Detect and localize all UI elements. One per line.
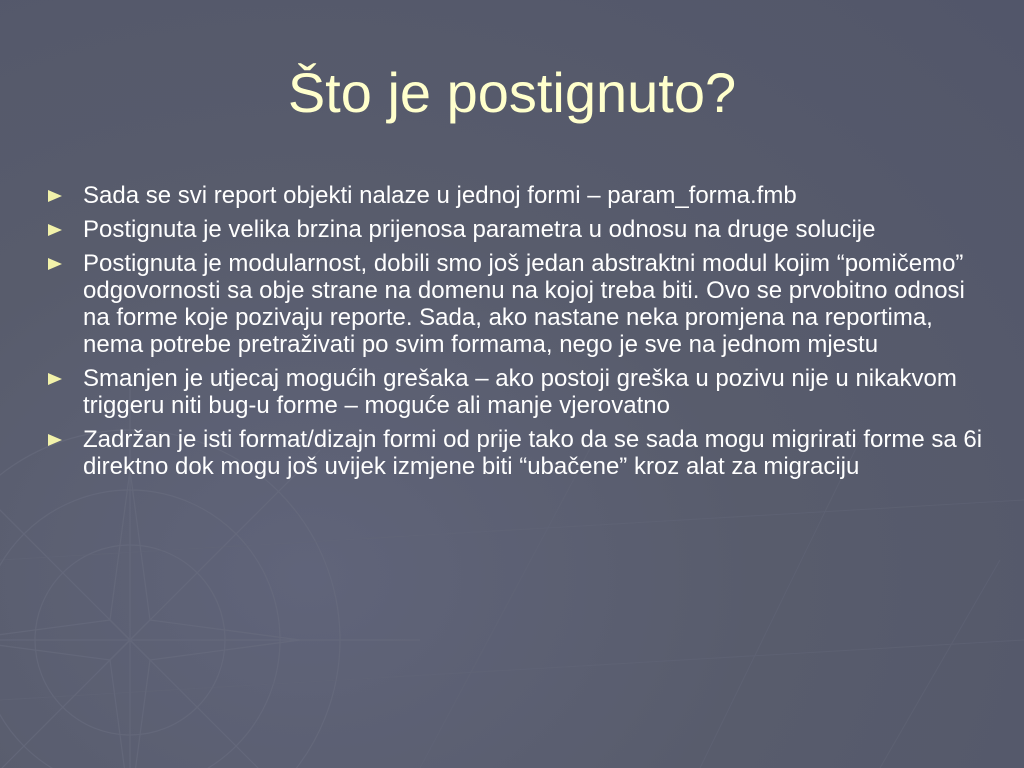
- triangle-right-icon: [48, 190, 62, 202]
- triangle-right-icon: [48, 434, 62, 446]
- bullet-item-2: [48, 216, 998, 243]
- bullet-item-1: [48, 182, 998, 209]
- bullet-text-2: Postignuta je velika brzina prijenosa parametra u odnosu na druge solucije: [83, 216, 876, 243]
- bullet-item-4: [48, 365, 998, 419]
- triangle-right-icon: [48, 224, 62, 236]
- bullet-text-3: Postignuta je modularnost, dobili smo još jedan abstraktni modul kojim “pomičemo” odgovornosti sa obje strane na domenu na kojoj treba biti. Ovo se prvobitno odnosi na forme koje pozivaju reporte. Sada, ako nastane neka promjena na reportima, nema potrebe pretraživati po svim formama, nego je sve na jednom mjestu: [83, 250, 965, 358]
- bullet-text-4: Smanjen je utjecaj mogućih grešaka – ako postoji greška u pozivu nije u nikakvom triggeru niti bug-u forme – moguće ali manje vjerovatno: [83, 365, 957, 419]
- bullet-list: [48, 182, 998, 487]
- bullet-text-1: Sada se svi report objekti nalaze u jednoj formi – param_forma.fmb: [83, 182, 797, 209]
- triangle-right-icon: [48, 373, 62, 385]
- bullet-item-3: [48, 250, 998, 358]
- triangle-right-icon: [48, 258, 62, 270]
- slide-title: Što je postignuto?: [287, 61, 737, 124]
- bullet-text-5: Zadržan je isti format/dizajn formi od prije tako da se sada mogu migrirati forme sa 6i direktno dok mogu još uvijek izmjene biti “ubačene” kroz alat za migraciju: [83, 426, 983, 480]
- bullet-item-5: [48, 426, 998, 480]
